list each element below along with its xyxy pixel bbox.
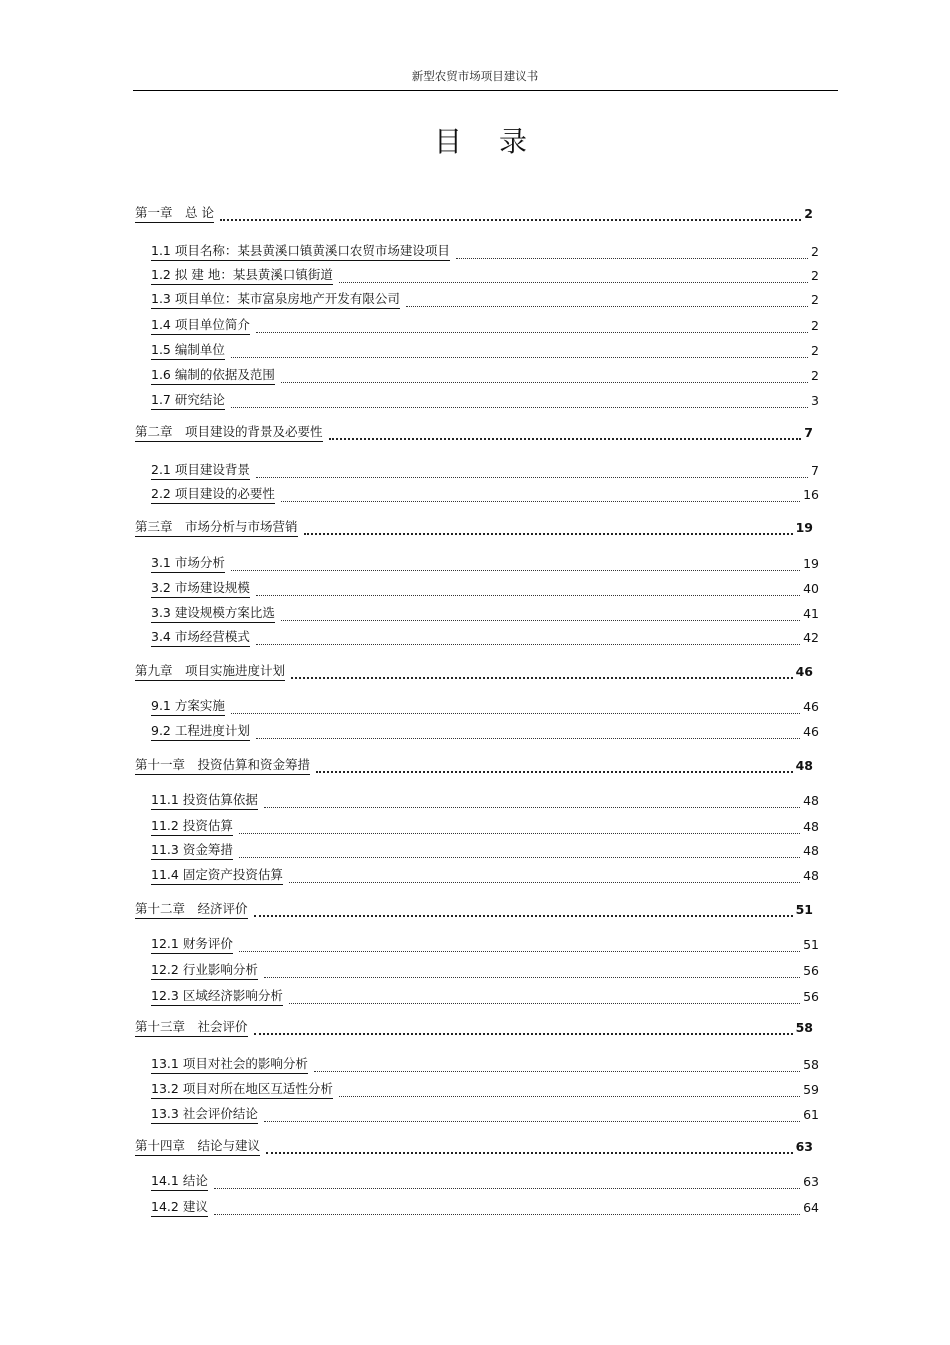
- toc-section-number: 2.2: [151, 486, 171, 501]
- dot-leader: [220, 219, 801, 221]
- dot-leader: [256, 477, 808, 478]
- toc-page-number: 63: [795, 1139, 813, 1154]
- dot-leader: [281, 501, 800, 502]
- dot-leader: [254, 915, 793, 917]
- dot-leader: [256, 644, 800, 645]
- dot-leader: [339, 282, 808, 283]
- toc-page-number: 56: [803, 963, 819, 978]
- toc-entry-link[interactable]: [135, 663, 285, 681]
- toc-section-number: 1.6: [151, 367, 171, 382]
- toc-entry-title: 社会评价结论: [182, 1106, 258, 1121]
- toc-page-number: 7: [804, 425, 813, 440]
- toc-section-entry[interactable]: [151, 790, 819, 810]
- toc-entry-title: 项目建设的必要性: [174, 486, 275, 501]
- toc-entry-link[interactable]: [135, 519, 298, 537]
- toc-entry-link[interactable]: [151, 267, 333, 285]
- dot-leader: [456, 258, 808, 259]
- dot-leader: [239, 951, 800, 952]
- toc-page-number: 46: [803, 699, 819, 714]
- toc-title: 目 录: [434, 125, 541, 158]
- toc-entry-title: 第九章 项目实施进度计划: [135, 663, 286, 678]
- toc-entry-title: 第十一章 投资估算和资金筹措: [135, 757, 311, 772]
- toc-section-number: 9.2: [151, 723, 171, 738]
- dot-leader: [289, 882, 800, 883]
- toc-section-number: 1.5: [151, 342, 171, 357]
- toc-entry-title: 区域经济影响分析: [182, 988, 283, 1003]
- toc-entry-title: 第一章 总 论: [135, 205, 214, 220]
- toc-entry-link[interactable]: [151, 792, 258, 810]
- toc-section-entry[interactable]: [151, 484, 819, 504]
- toc-entry-link[interactable]: [151, 842, 233, 860]
- toc-entry-title: 项目单位：某市富泉房地产开发有限公司: [174, 291, 400, 306]
- toc-section-number: 3.4: [151, 629, 171, 644]
- header-divider: [133, 90, 838, 91]
- toc-section-number: 2.1: [151, 462, 171, 477]
- dot-leader: [239, 857, 800, 858]
- toc-page-number: 48: [803, 868, 819, 883]
- toc-section-number: 13.2: [151, 1081, 179, 1096]
- toc-entry-link[interactable]: [135, 1019, 248, 1037]
- toc-chapter-entry[interactable]: [135, 661, 813, 681]
- toc-entry-link[interactable]: [151, 1081, 333, 1099]
- dot-leader: [239, 833, 800, 834]
- toc-entry-link[interactable]: [151, 723, 250, 741]
- dot-leader: [256, 595, 800, 596]
- toc-entry-link[interactable]: [151, 1056, 308, 1074]
- toc-section-entry[interactable]: [151, 390, 819, 410]
- dot-leader: [266, 1152, 793, 1154]
- toc-entry-link[interactable]: [151, 698, 225, 716]
- toc-entry-link[interactable]: [151, 342, 225, 360]
- toc-chapter-entry[interactable]: [135, 1136, 813, 1156]
- toc-entry-link[interactable]: [151, 392, 225, 410]
- toc-section-entry[interactable]: [151, 365, 819, 385]
- dot-leader: [281, 382, 808, 383]
- dot-leader: [214, 1214, 800, 1215]
- toc-chapter-entry[interactable]: [135, 1017, 813, 1037]
- toc-section-number: 9.1: [151, 698, 171, 713]
- dot-leader: [264, 1121, 800, 1122]
- toc-page-number: 2: [804, 206, 813, 221]
- toc-entry-link[interactable]: [151, 936, 233, 954]
- toc-section-entry[interactable]: [151, 340, 819, 360]
- toc-entry-link[interactable]: [151, 1173, 208, 1191]
- toc-entry-title: 建设规模方案比选: [174, 605, 275, 620]
- dot-leader: [329, 438, 802, 440]
- toc-section-entry[interactable]: [151, 265, 819, 285]
- toc-section-number: 3.3: [151, 605, 171, 620]
- toc-section-number: 1.4: [151, 317, 171, 332]
- toc-entry-link[interactable]: [151, 988, 283, 1006]
- toc-section-number: 1.1: [151, 243, 171, 258]
- toc-section-entry[interactable]: [151, 960, 819, 980]
- dot-leader: [314, 1071, 800, 1072]
- toc-section-number: 13.1: [151, 1056, 179, 1071]
- toc-entry-title: 研究结论: [174, 392, 225, 407]
- toc-entry-link[interactable]: [151, 818, 233, 836]
- toc-page-number: 56: [803, 989, 819, 1004]
- toc-entry-title: 项目名称：某县黄溪口镇黄溪口农贸市场建设项目: [174, 243, 450, 258]
- toc-chapter-entry[interactable]: [135, 899, 813, 919]
- toc-section-number: 3.1: [151, 555, 171, 570]
- toc-entry-link[interactable]: [151, 555, 225, 573]
- toc-page-number: 48: [795, 758, 813, 773]
- toc-page-number: 51: [803, 937, 819, 952]
- toc-section-entry[interactable]: [151, 578, 819, 598]
- toc-chapter-entry[interactable]: [135, 755, 813, 775]
- dot-leader: [339, 1096, 800, 1097]
- toc-section-entry[interactable]: [151, 1079, 819, 1099]
- dot-leader: [281, 620, 800, 621]
- toc-section-entry[interactable]: [151, 840, 819, 860]
- toc-section-entry[interactable]: [151, 1171, 819, 1191]
- toc-page-number: 46: [803, 724, 819, 739]
- toc-section-entry[interactable]: [151, 934, 819, 954]
- toc-section-number: 12.2: [151, 962, 179, 977]
- toc-entry-link[interactable]: [151, 317, 250, 335]
- toc-entry-title: 市场经营模式: [174, 629, 250, 644]
- toc-entry-title: 方案实施: [174, 698, 225, 713]
- toc-section-number: 14.1: [151, 1173, 179, 1188]
- dot-leader: [264, 807, 800, 808]
- toc-section-number: 3.2: [151, 580, 171, 595]
- toc-page-number: 7: [811, 463, 819, 478]
- dot-leader: [254, 1033, 793, 1035]
- toc-page-number: 61: [803, 1107, 819, 1122]
- toc-entry-title: 固定资产投资估算: [182, 867, 283, 882]
- toc-entry-link[interactable]: [151, 962, 258, 980]
- toc-entry-title: 财务评价: [182, 936, 233, 951]
- toc-section-entry[interactable]: [151, 289, 819, 309]
- toc-page-number: 2: [811, 244, 819, 259]
- toc-page-number: 2: [811, 368, 819, 383]
- toc-entry-link[interactable]: [135, 757, 310, 775]
- toc-entry-link[interactable]: [151, 367, 275, 385]
- toc-page-number: 2: [811, 268, 819, 283]
- toc-page-number: 51: [795, 902, 813, 917]
- toc-entry-title: 第十三章 社会评价: [135, 1019, 248, 1034]
- dot-leader: [264, 977, 800, 978]
- dot-leader: [231, 570, 800, 571]
- toc-page-number: 59: [803, 1082, 819, 1097]
- toc-entry-title: 建议: [182, 1199, 208, 1214]
- toc-section-entry[interactable]: [151, 721, 819, 741]
- toc-entry-title: 工程进度计划: [174, 723, 250, 738]
- toc-chapter-entry[interactable]: [135, 517, 813, 537]
- toc-entry-title: 项目对社会的影响分析: [182, 1056, 308, 1071]
- toc-page-number: 19: [795, 520, 813, 535]
- toc-section-entry[interactable]: [151, 1054, 819, 1074]
- toc-page-number: 2: [811, 343, 819, 358]
- toc-entry-title: 结论: [182, 1173, 208, 1188]
- toc-entry-link[interactable]: [151, 580, 250, 598]
- toc-page-number: 2: [811, 318, 819, 333]
- toc-page-number: 42: [803, 630, 819, 645]
- running-header: 新型农贸市场项目建议书: [411, 69, 539, 83]
- toc-entry-title: 行业影响分析: [182, 962, 258, 977]
- toc-section-entry[interactable]: [151, 696, 819, 716]
- toc-entry-title: 项目对所在地区互适性分析: [182, 1081, 333, 1096]
- toc-section-number: 1.2: [151, 267, 171, 282]
- toc-section-number: 11.1: [151, 792, 179, 807]
- toc-page-number: 3: [811, 393, 819, 408]
- dot-leader: [289, 1003, 800, 1004]
- toc-entry-title: 投资估算: [182, 818, 233, 833]
- toc-page-number: 64: [803, 1200, 819, 1215]
- toc-chapter-entry[interactable]: [135, 422, 813, 442]
- toc-page-number: 16: [803, 487, 819, 502]
- toc-entry-title: 第二章 项目建设的背景及必要性: [135, 424, 323, 439]
- toc-entry-title: 市场分析: [174, 555, 225, 570]
- toc-chapter-entry[interactable]: [135, 203, 813, 223]
- toc-entry-link[interactable]: [151, 605, 275, 623]
- toc-section-entry[interactable]: [151, 315, 819, 335]
- toc-section-entry[interactable]: [151, 603, 819, 623]
- toc-section-number: 14.2: [151, 1199, 179, 1214]
- toc-section-entry[interactable]: [151, 816, 819, 836]
- toc-entry-title: 项目建设背景: [174, 462, 250, 477]
- toc-section-entry[interactable]: [151, 865, 819, 885]
- toc-section-number: 11.3: [151, 842, 179, 857]
- toc-section-entry[interactable]: [151, 1197, 819, 1217]
- toc-entry-link[interactable]: [135, 424, 323, 442]
- toc-entry-title: 市场建设规模: [174, 580, 250, 595]
- toc-entry-link[interactable]: [135, 205, 214, 223]
- toc-page-number: 63: [803, 1174, 819, 1189]
- dot-leader: [256, 332, 808, 333]
- dot-leader: [406, 306, 808, 307]
- dot-leader: [231, 357, 808, 358]
- toc-section-entry[interactable]: [151, 460, 819, 480]
- toc-section-number: 11.4: [151, 867, 179, 882]
- toc-entry-title: 投资估算依据: [182, 792, 258, 807]
- toc-page-number: 48: [803, 793, 819, 808]
- toc-entry-title: 第十二章 经济评价: [135, 901, 248, 916]
- toc-page-number: 2: [811, 292, 819, 307]
- toc-entry-link[interactable]: [151, 867, 283, 885]
- toc-section-number: 1.3: [151, 291, 171, 306]
- toc-entry-link[interactable]: [151, 243, 450, 261]
- toc-entry-title: 第三章 市场分析与市场营销: [135, 519, 298, 534]
- dot-leader: [231, 407, 808, 408]
- toc-entry-title: 项目单位简介: [174, 317, 250, 332]
- toc-entry-link[interactable]: [135, 1138, 260, 1156]
- toc-section-number: 12.1: [151, 936, 179, 951]
- toc-entry-link[interactable]: [151, 1199, 208, 1217]
- dot-leader: [291, 677, 793, 679]
- toc-section-entry[interactable]: [151, 986, 819, 1006]
- toc-page-number: 19: [803, 556, 819, 571]
- toc-entry-link[interactable]: [151, 1106, 258, 1124]
- dot-leader: [214, 1188, 800, 1189]
- toc-section-number: 12.3: [151, 988, 179, 1003]
- toc-entry-title: 编制的依据及范围: [174, 367, 275, 382]
- toc-entry-link[interactable]: [151, 291, 400, 309]
- toc-section-number: 1.7: [151, 392, 171, 407]
- toc-section-entry[interactable]: [151, 627, 819, 647]
- toc-section-entry[interactable]: [151, 241, 819, 261]
- dot-leader: [256, 738, 800, 739]
- dot-leader: [316, 771, 793, 773]
- toc-page-number: 58: [803, 1057, 819, 1072]
- toc-page-number: 41: [803, 606, 819, 621]
- toc-entry-link[interactable]: [151, 629, 250, 647]
- toc-entry-title: 编制单位: [174, 342, 225, 357]
- toc-section-number: 13.3: [151, 1106, 179, 1121]
- toc-entry-link[interactable]: [151, 462, 250, 480]
- toc-entry-title: 资金筹措: [182, 842, 233, 857]
- toc-page-number: 48: [803, 819, 819, 834]
- toc-page-number: 46: [795, 664, 813, 679]
- dot-leader: [231, 713, 800, 714]
- toc-page-number: 48: [803, 843, 819, 858]
- toc-page-number: 58: [795, 1020, 813, 1035]
- toc-entry-title: 第十四章 结论与建议: [135, 1138, 261, 1153]
- toc-section-entry[interactable]: [151, 1104, 819, 1124]
- toc-entry-link[interactable]: [151, 486, 275, 504]
- dot-leader: [304, 533, 793, 535]
- toc-entry-link[interactable]: [135, 901, 248, 919]
- toc-section-number: 11.2: [151, 818, 179, 833]
- toc-page-number: 40: [803, 581, 819, 596]
- toc-entry-title: 拟 建 地：某县黄溪口镇街道: [174, 267, 333, 282]
- toc-section-entry[interactable]: [151, 553, 819, 573]
